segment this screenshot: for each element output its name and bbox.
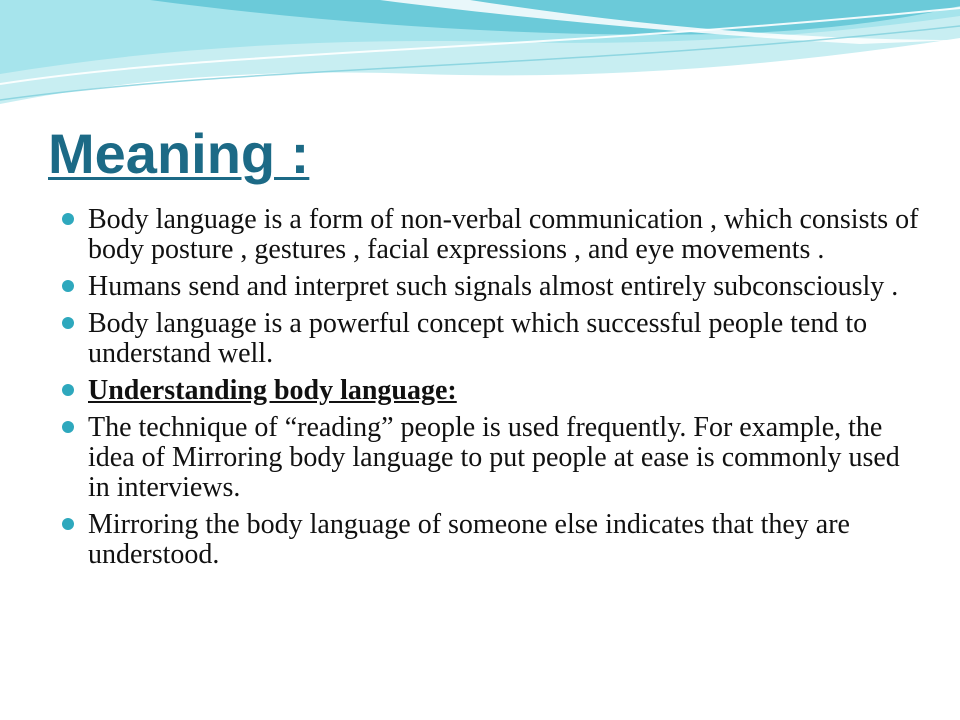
bullet-text: The technique of “reading” people is used frequently. For example, the idea of Mirroring body language to put people at ease is commonly used in interviews. bbox=[88, 412, 900, 503]
bullet-text: Mirroring the body language of someone else indicates that they are understood. bbox=[88, 509, 850, 570]
slide-title: Meaning : bbox=[48, 122, 310, 185]
bullet-icon bbox=[62, 384, 74, 396]
bullet-item bbox=[0, 309, 960, 369]
bullet-list bbox=[0, 205, 960, 577]
bullet-text: Humans send and interpret such signals almost entirely subconsciously . bbox=[88, 271, 899, 302]
section-subheading: Understanding body language: bbox=[88, 375, 457, 406]
bullet-icon bbox=[62, 518, 74, 530]
bullet-icon bbox=[62, 213, 74, 225]
bullet-icon bbox=[62, 280, 74, 292]
bullet-item bbox=[0, 376, 960, 406]
bullet-item bbox=[0, 510, 960, 570]
bullet-text: Body language is a form of non-verbal communication , which consists of body posture , gestures , facial expressions , and eye movements . bbox=[88, 204, 919, 265]
bullet-item bbox=[0, 272, 960, 302]
bullet-icon bbox=[62, 317, 74, 329]
bullet-text: Body language is a powerful concept which successful people tend to understand well. bbox=[88, 308, 868, 369]
bullet-item bbox=[0, 205, 960, 265]
bullet-item bbox=[0, 413, 960, 503]
bullet-icon bbox=[62, 421, 74, 433]
